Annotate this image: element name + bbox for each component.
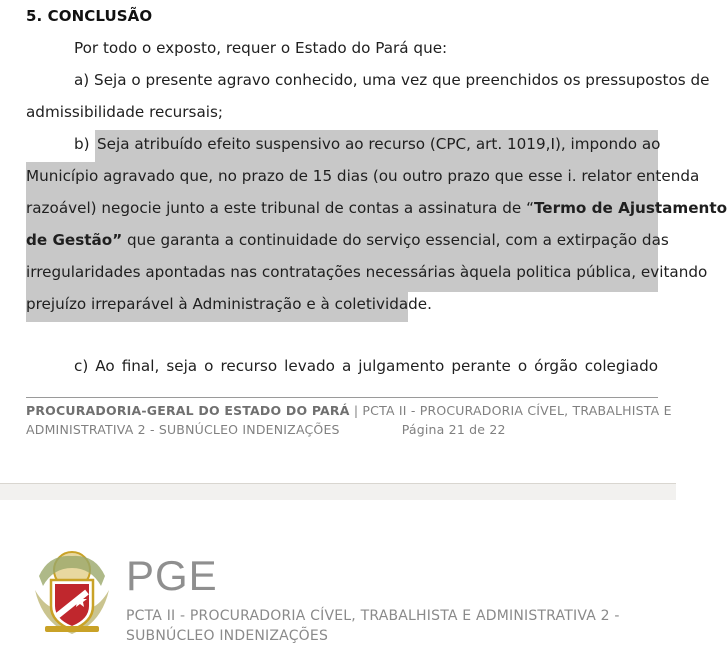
item-label: b) [74,135,90,153]
paragraph-line: Município agravado que, no prazo de 15 dias (ou outro prazo que esse i. relator entenda [26,167,700,185]
section-heading: 5. CONCLUSÃO [26,7,153,25]
paragraph-line: Seja atribuído efeito suspensivo ao recurso (CPC, art. 1019,I), impondo ao [97,135,661,153]
page-number: Página 21 de 22 [401,422,506,437]
paragraph-line: irregularidades apontadas nas contratações necessárias àquela politica pública, evitando [26,263,708,281]
footer-unit: ADMINISTRATIVA 2 - SUBNÚCLEO INDENIZAÇÕES [26,422,340,437]
paragraph-line [26,224,669,256]
footer-divider [26,397,658,398]
paragraph-line [26,192,727,224]
footer-line-1 [26,403,672,418]
paragraph-line: a) Seja o presente agravo conhecido, uma vez que preenchidos os pressupostos de [74,71,710,89]
paragraph-line: c) Ao final, seja o recurso levado a julgamento perante o órgão colegiado [74,357,658,375]
bold-term: Termo de Ajustamento [533,199,727,217]
line-text: razoável) negocie junto a este tribunal de contas a assinatura de “Termo de Ajustamento [26,199,727,217]
paragraph-line: Por todo o exposto, requer o Estado do Pará que: [74,39,448,57]
paragraph-line: admissibilidade recursais; [26,103,224,121]
coat-of-arms-para-icon [31,546,113,636]
footer-line-2 [26,422,506,437]
footer-separator: | [353,403,359,418]
paragraph-line: prejuízo irreparável à Administração e à coletividade. [26,295,432,313]
bold-term: de Gestão” [26,231,123,249]
next-page [0,500,676,657]
header-title: PGE [126,552,218,599]
header-subtitle: PCTA II - PROCURADORIA CÍVEL, TRABALHISTA E ADMINISTRATIVA 2 - SUBNÚCLEO INDENIZAÇÕES [126,608,620,644]
footer-unit: PCTA II - PROCURADORIA CÍVEL, TRABALHISTA E [362,403,672,418]
footer-org: PROCURADORIA-GERAL DO ESTADO DO PARÁ [26,403,350,418]
line-text: que garanta a continuidade do serviço essencial, com a extirpação das [122,231,669,249]
page-gap [0,483,676,501]
